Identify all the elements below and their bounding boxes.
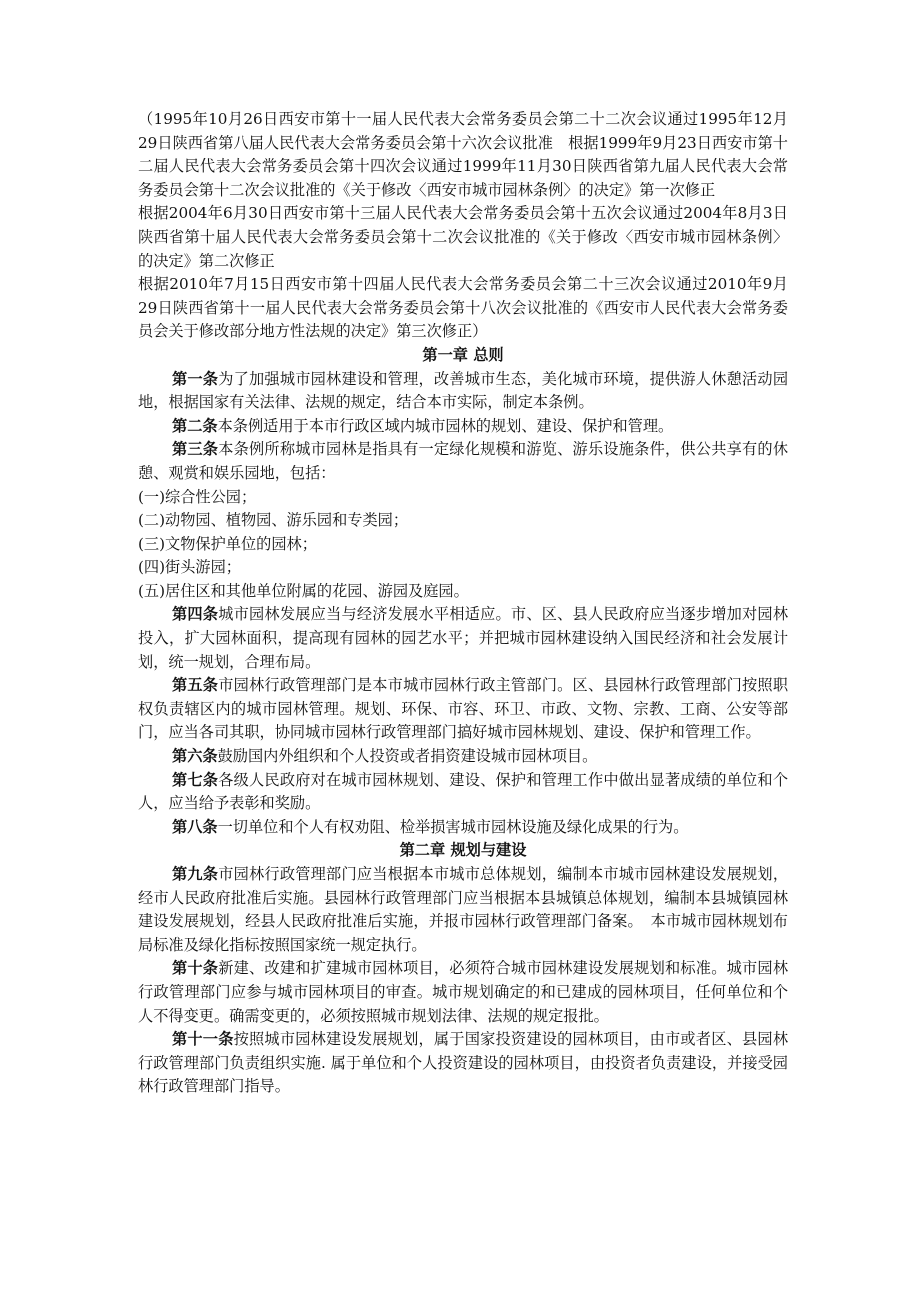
article-7-text: 各级人民政府对在城市园林规划、建设、保护和管理工作中做出显著成绩的单位和个人，应当给予表彰和奖励。 (138, 770, 789, 813)
article-8 (138, 816, 788, 840)
article-8-text: 一切单位和个人有权劝阻、检举损害城市园林设施及绿化成果的行为。 (217, 817, 689, 836)
chapter-1-heading: 第一章 总则 (422, 345, 504, 364)
document-page (138, 108, 788, 1099)
article-11-text: 按照城市园林建设发展规划，属于国家投资建设的园林项目，由市或者区、县园林行政管理部门负责组织实施. 属于单位和个人投资建设的园林项目，由投资者负责建设，并接受园林行政管理部门指导。 (138, 1030, 789, 1096)
article-3-item-4: (四)街头游园； (138, 558, 241, 577)
article-4-title: 第四条 (172, 605, 219, 624)
article-3-item-3: (三)文物保护单位的园林； (138, 534, 317, 553)
article-9-title: 第九条 (172, 865, 219, 883)
article-3-title: 第三条 (172, 440, 219, 459)
article-1 (138, 368, 788, 415)
article-11 (138, 1028, 788, 1099)
article-7 (138, 769, 788, 816)
preamble-paragraph-3: 根据2010年7月15日西安市第十四届人民代表大会常务委员会第二十三次会议通过2010年9月29日陕西省第十一届人民代表大会常务委员会第十八次会议批准的《西安市人民代表大会常务委员会关于修改部分地方性法规的决定》第三次修正） (138, 275, 788, 341)
preamble-paragraph-1: （1995年10月26日西安市第十一届人民代表大会常务委员会第二十二次会议通过1995年12月29日陕西省第八届人民代表大会常务委员会第十六次会议批准 根据1999年9月23日西安市第十二届人民代表大会常务委员会第十四次会议通过1999年11月30日陕西省第九届人民代表大会常务委员会第十二次会议批准的《关于修改〈西安市城市园林条例〉的决定》第一次修正 (138, 110, 788, 199)
preamble-paragraph-2: 根据2004年6月30日西安市第十三届人民代表大会常务委员会第十五次会议通过2004年8月3日陕西省第十届人民代表大会常务委员会第十二次会议批准的《关于修改〈西安市城市园林条例〉的决定》第二次修正 (138, 204, 788, 270)
article-4-text: 城市园林发展应当与经济发展水平相适应。市、区、县人民政府应当逐步增加对园林投入，扩大园林面积，提高现有园林的园艺水平；并把城市园林建设纳入国民经济和社会发展计划，统一规划，合理布局。 (138, 605, 789, 671)
article-7-title: 第七条 (172, 770, 219, 789)
article-3-item-2: (二)动物园、植物园、游乐园和专类园； (138, 511, 409, 530)
article-6 (138, 745, 788, 769)
article-3-item-1: (一)综合性公园； (138, 487, 257, 506)
article-1-title: 第一条 (172, 369, 219, 388)
article-2 (138, 415, 788, 439)
article-6-title: 第六条 (172, 747, 218, 766)
article-3-text: 本条例所称城市园林是指具有一定绿化规模和游览、游乐设施条件，供公共享有的休憩、观赏和娱乐园地，包括： (138, 440, 789, 482)
article-11-title: 第十一条 (172, 1030, 234, 1049)
article-5 (138, 674, 788, 745)
article-8-title: 第八条 (172, 817, 218, 836)
article-9 (138, 863, 788, 957)
article-4 (138, 603, 788, 674)
article-1-text: 为了加强城市园林建设和管理，改善城市生态，美化城市环境，提供游人休憩活动园地，根据国家有关法律、法规的规定，结合本市实际，制定本条例。 (138, 369, 789, 412)
article-2-title: 第二条 (172, 416, 218, 435)
article-2-text: 本条例适用于本市行政区域内城市园林的规划、建设、保护和管理。 (217, 416, 674, 435)
article-5-title: 第五条 (172, 676, 219, 695)
article-10-title: 第十条 (172, 959, 219, 978)
article-10 (138, 957, 788, 1028)
article-5-text: 市园林行政管理部门是本市城市园林行政主管部门。区、县园林行政管理部门按照职权负责辖区内的城市园林管理。规划、环保、市容、环卫、市政、文物、宗教、工商、公安等部门，应当各司其职，协同城市园林行政管理部门搞好城市园林规划、建设、保护和管理工作。 (138, 676, 789, 742)
article-10-text: 新建、改建和扩建城市园林项目，必须符合城市园林建设发展规划和标准。城市园林行政管理部门应参与城市园林项目的审查。城市规划确定的和已建成的园林项目，任何单位和个人不得变更。确需变更的，必须按照城市规划法律、法规的规定报批。 (138, 959, 789, 1025)
article-9-text: 市园林行政管理部门应当根据本市城市总体规划，编制本市城市园林建设发展规划，经市人民政府批准后实施。县园林行政管理部门应当根据本县城镇总体规划，编制本县城镇园林建设发展规划，经县人民政府批准后实施，并报市园林行政管理部门备案。 本市城市园林规划布局标准及绿化指标按照国家统一规定执行。 (138, 865, 789, 954)
article-3 (138, 438, 788, 485)
chapter-2-heading: 第二章 规划与建设 (399, 841, 527, 860)
article-6-text: 鼓励国内外组织和个人投资或者捐资建设城市园林项目。 (217, 747, 598, 766)
article-3-item-5: (五)居住区和其他单位附属的花园、游园及庭园。 (138, 581, 469, 600)
